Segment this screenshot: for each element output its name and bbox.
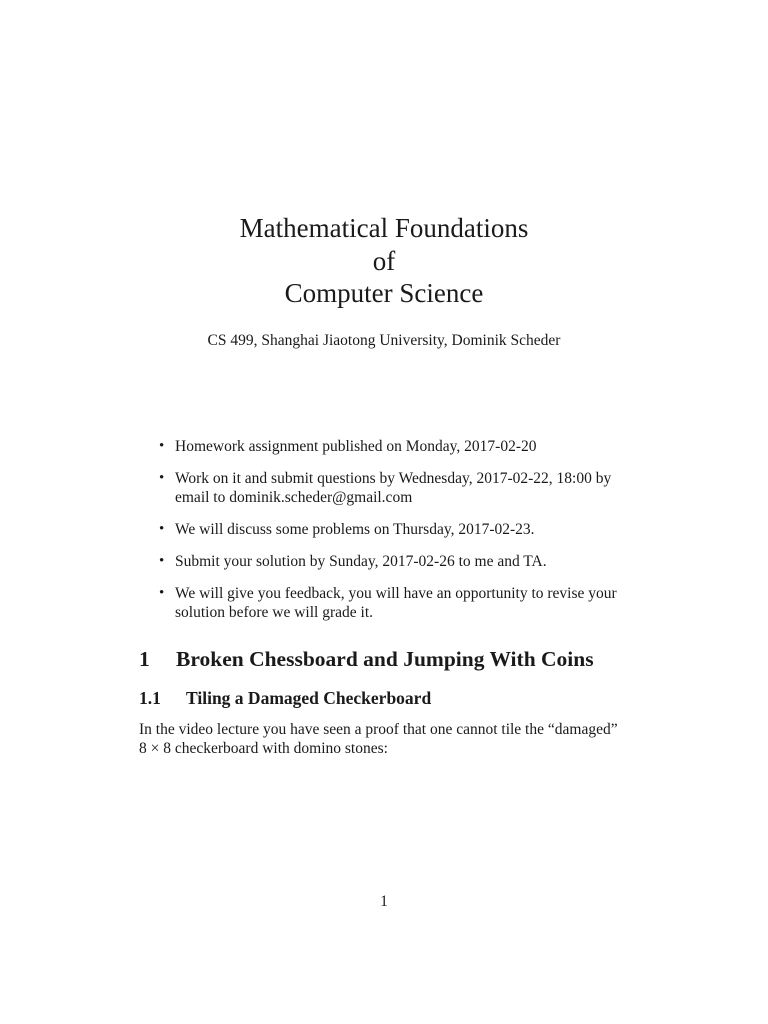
- subsection-number: 1.1: [139, 688, 161, 708]
- list-item-text: We will discuss some problems on Thursday, 2017-02-23.: [175, 521, 535, 538]
- list-item-text: Submit your solution by Sunday, 2017-02-26 to me and TA.: [175, 553, 547, 570]
- subsection-title: Tiling a Damaged Checkerboard: [186, 688, 432, 708]
- instructions-list: [158, 437, 638, 635]
- bullet-icon: •: [159, 470, 165, 486]
- title-line-1: Mathematical Foundations: [239, 213, 529, 243]
- list-item-text-continued: solution before we will grade it.: [175, 604, 374, 621]
- paragraph-line-2: 8 × 8 checkerboard with domino stones:: [139, 740, 388, 757]
- list-item-text: Work on it and submit questions by Wednesday, 2017-02-22, 18:00 by: [175, 470, 612, 487]
- title-line-2: of: [372, 245, 396, 276]
- list-item-text: We will give you feedback, you will have an opportunity to revise your: [175, 585, 617, 602]
- list-item: [158, 552, 638, 571]
- list-item: [158, 437, 638, 456]
- list-item-text: Homework assignment published on Monday, 2017-02-20: [175, 438, 537, 455]
- section-title: Broken Chessboard and Jumping With Coins: [176, 647, 594, 671]
- list-item: [158, 584, 638, 622]
- list-item: [158, 469, 638, 507]
- bullet-icon: •: [159, 521, 165, 537]
- bullet-icon: •: [159, 585, 165, 601]
- title-line-3: Computer Science: [284, 278, 484, 308]
- paragraph-line-1: In the video lecture you have seen a proof that one cannot tile the “damaged”: [139, 721, 618, 738]
- list-item: [158, 520, 638, 539]
- list-item-text-continued: email to dominik.scheder@gmail.com: [175, 489, 413, 506]
- bullet-icon: •: [159, 553, 165, 569]
- document-subtitle: CS 499, Shanghai Jiaotong University, Dominik Scheder: [207, 332, 561, 349]
- section-heading: [139, 647, 594, 672]
- subsection-heading: [139, 688, 431, 709]
- body-paragraph: [139, 720, 639, 758]
- page-number: 1: [380, 893, 388, 910]
- section-number: 1: [139, 647, 150, 671]
- document-title: [0, 212, 768, 310]
- bullet-icon: •: [159, 438, 165, 454]
